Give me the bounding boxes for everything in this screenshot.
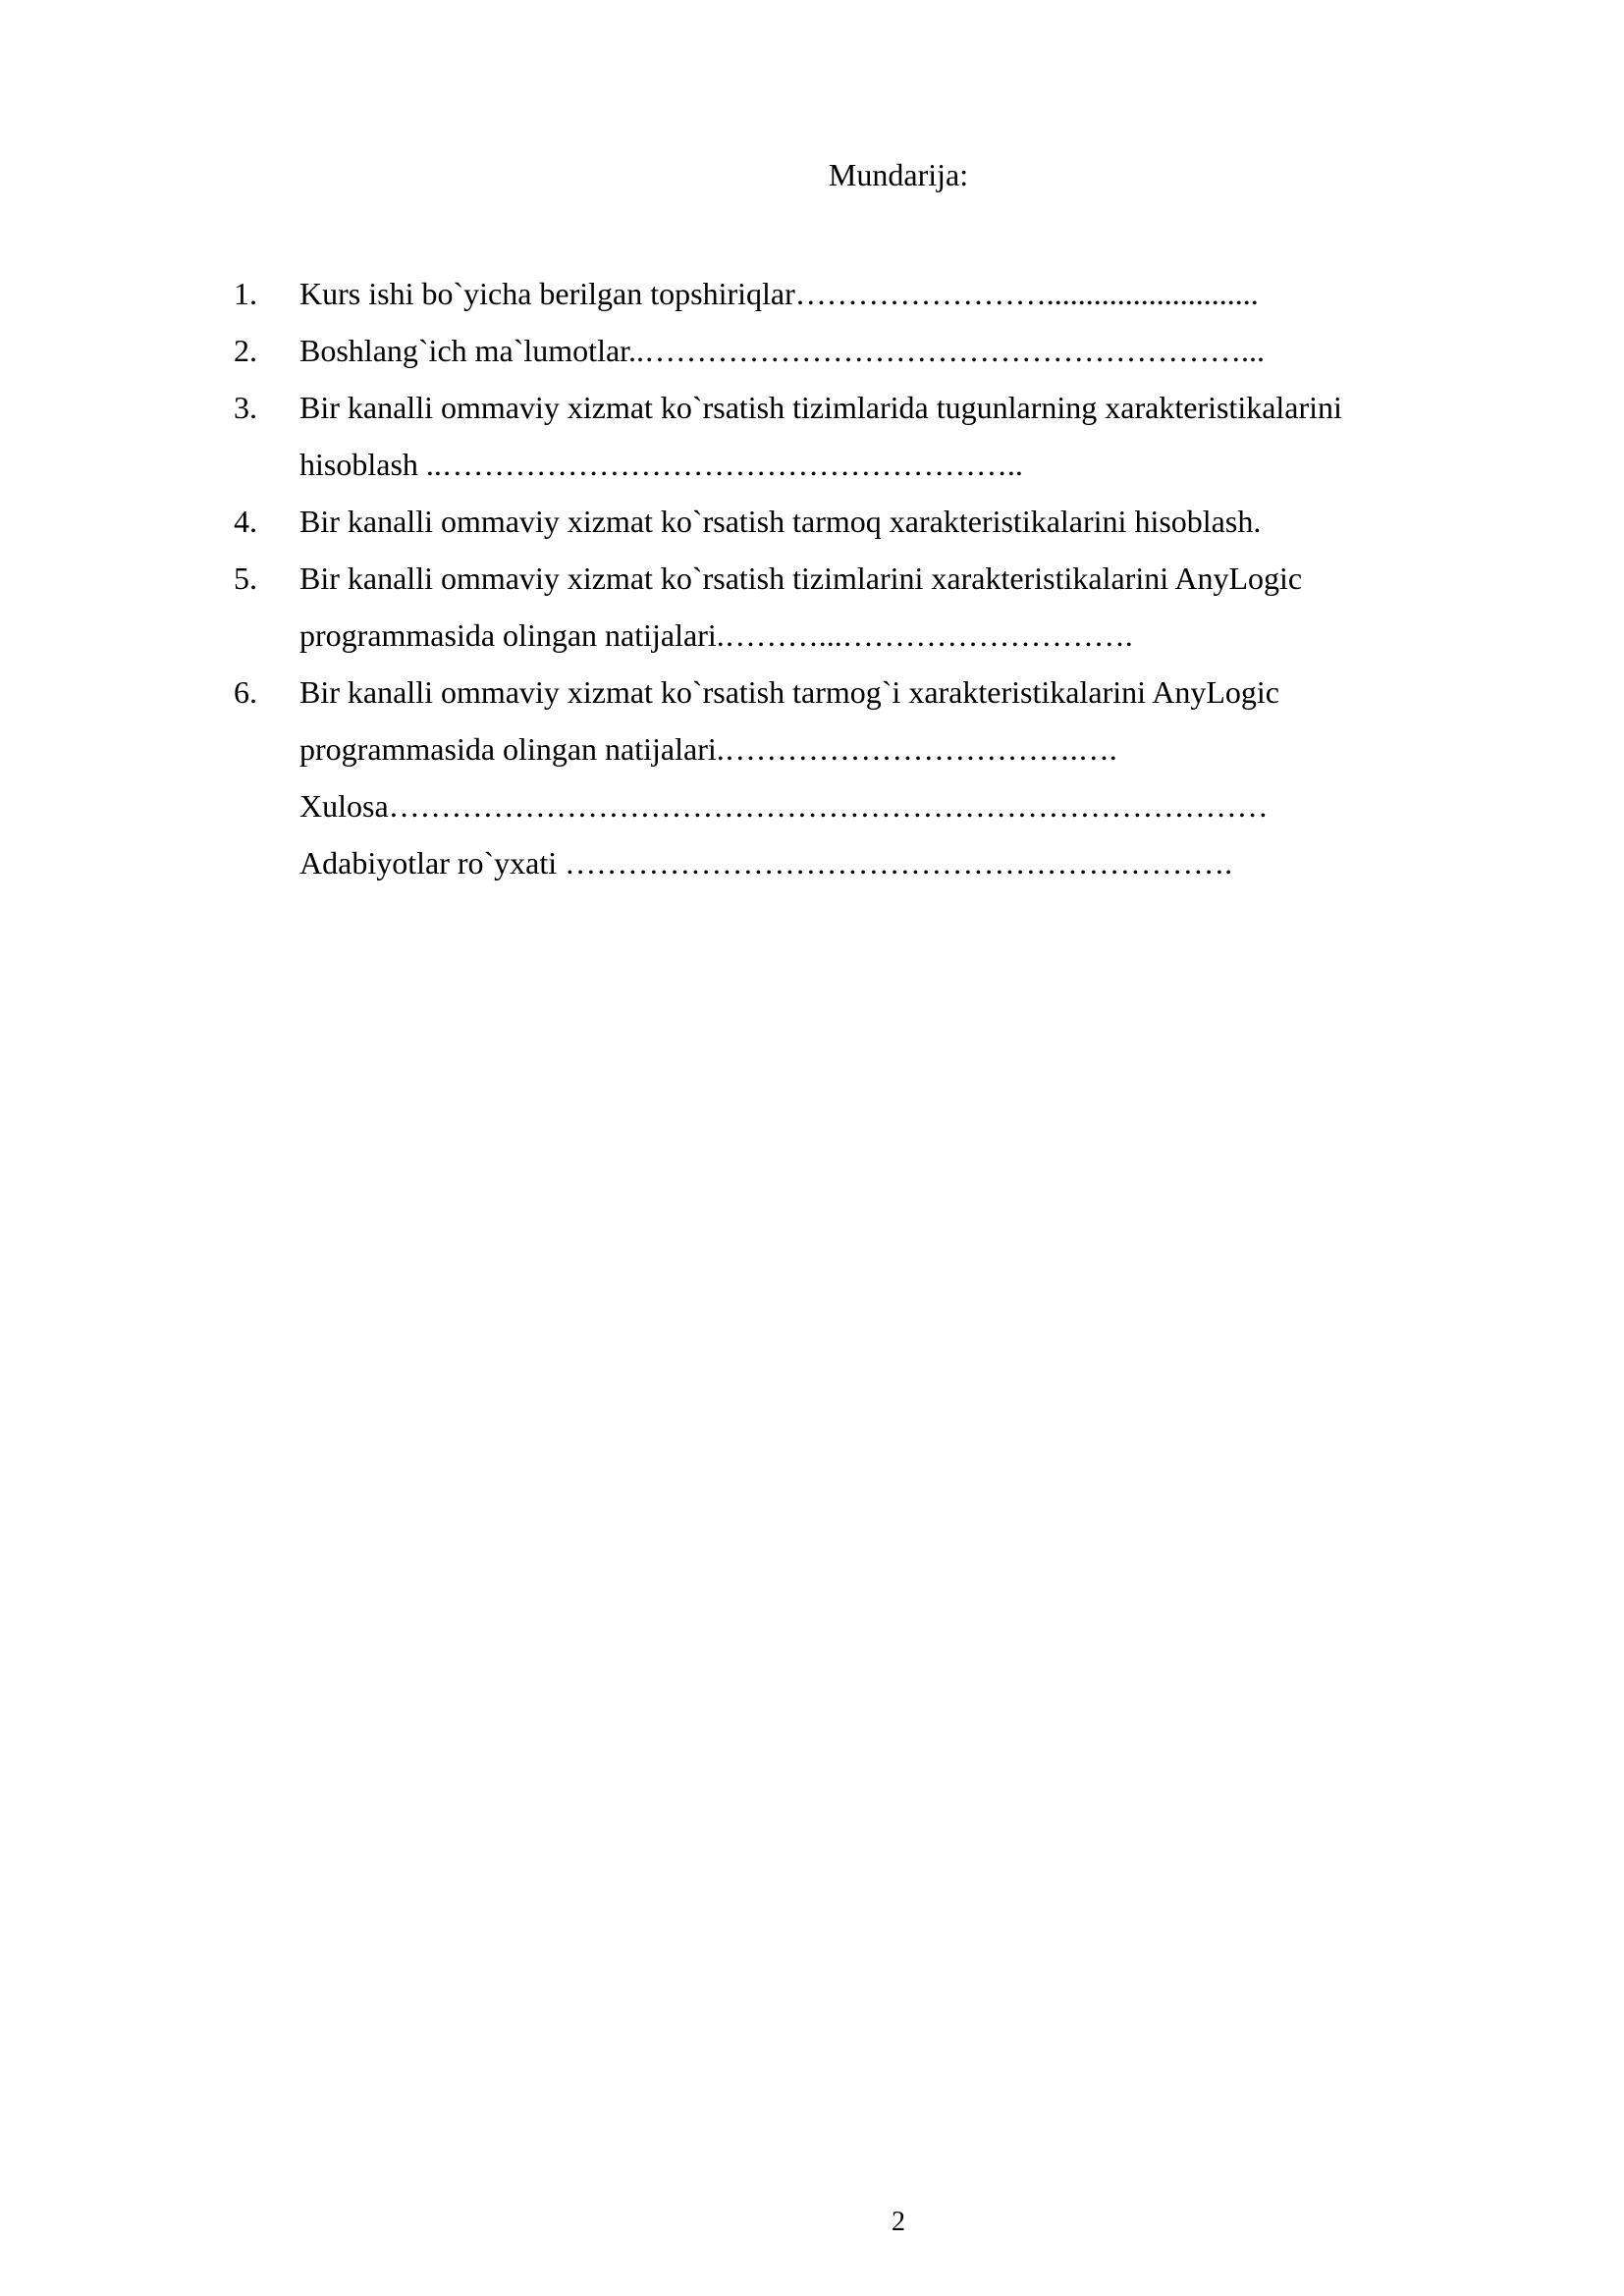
toc-line	[234, 840, 1412, 897]
toc-item-number: 2.	[234, 333, 257, 368]
toc-line	[234, 726, 1412, 783]
toc-line	[234, 271, 1412, 328]
toc-item-text: Bir kanalli ommaviy xizmat ko`rsatish tizimlarida tugunlarning xarakteristikalarini	[299, 390, 1342, 425]
toc-line	[234, 613, 1412, 669]
toc-item-text: Bir kanalli ommaviy xizmat ko`rsatish tizimlarini xarakteristikalarini AnyLogic	[299, 561, 1303, 596]
toc-item-number: 5.	[234, 561, 257, 596]
table-of-contents	[234, 271, 1412, 897]
toc-item-text: Adabiyotlar ro`yxati ……………………………………………………….	[299, 845, 1233, 881]
toc-item-text: Kurs ishi bo`yicha berilgan topshiriqlar……………………...........................	[299, 276, 1259, 311]
toc-item-number: 6.	[234, 674, 257, 710]
toc-item-text: Bir kanalli ommaviy xizmat ko`rsatish tarmoq xarakteristikalarini hisoblash.	[299, 504, 1262, 539]
toc-line	[234, 328, 1412, 385]
page-title: Mundarija:	[828, 157, 969, 192]
toc-line	[234, 669, 1412, 726]
toc-item-text: programmasida olingan natijalari.………...……………………….	[299, 617, 1133, 653]
toc-line	[234, 556, 1412, 613]
toc-item-text: Bir kanalli ommaviy xizmat ko`rsatish tarmog`i xarakteristikalarini AnyLogic	[299, 674, 1279, 710]
toc-line	[234, 385, 1412, 442]
toc-item-text: hisoblash ..………………………………………………..	[299, 447, 1023, 482]
toc-item-text: Xulosa…………………………………………………………………………	[299, 788, 1269, 824]
toc-line	[234, 499, 1412, 556]
toc-item-number: 1.	[234, 276, 257, 311]
toc-item-text: Boshlang`ich ma`lumotlar..…………………………………………………...	[299, 333, 1266, 368]
toc-item-number: 4.	[234, 504, 257, 539]
toc-line	[234, 442, 1412, 499]
toc-item-text: programmasida olingan natijalari.…………………………….….	[299, 731, 1117, 767]
toc-line	[234, 783, 1412, 840]
page-number: 2	[892, 2207, 905, 2237]
toc-item-number: 3.	[234, 390, 257, 425]
